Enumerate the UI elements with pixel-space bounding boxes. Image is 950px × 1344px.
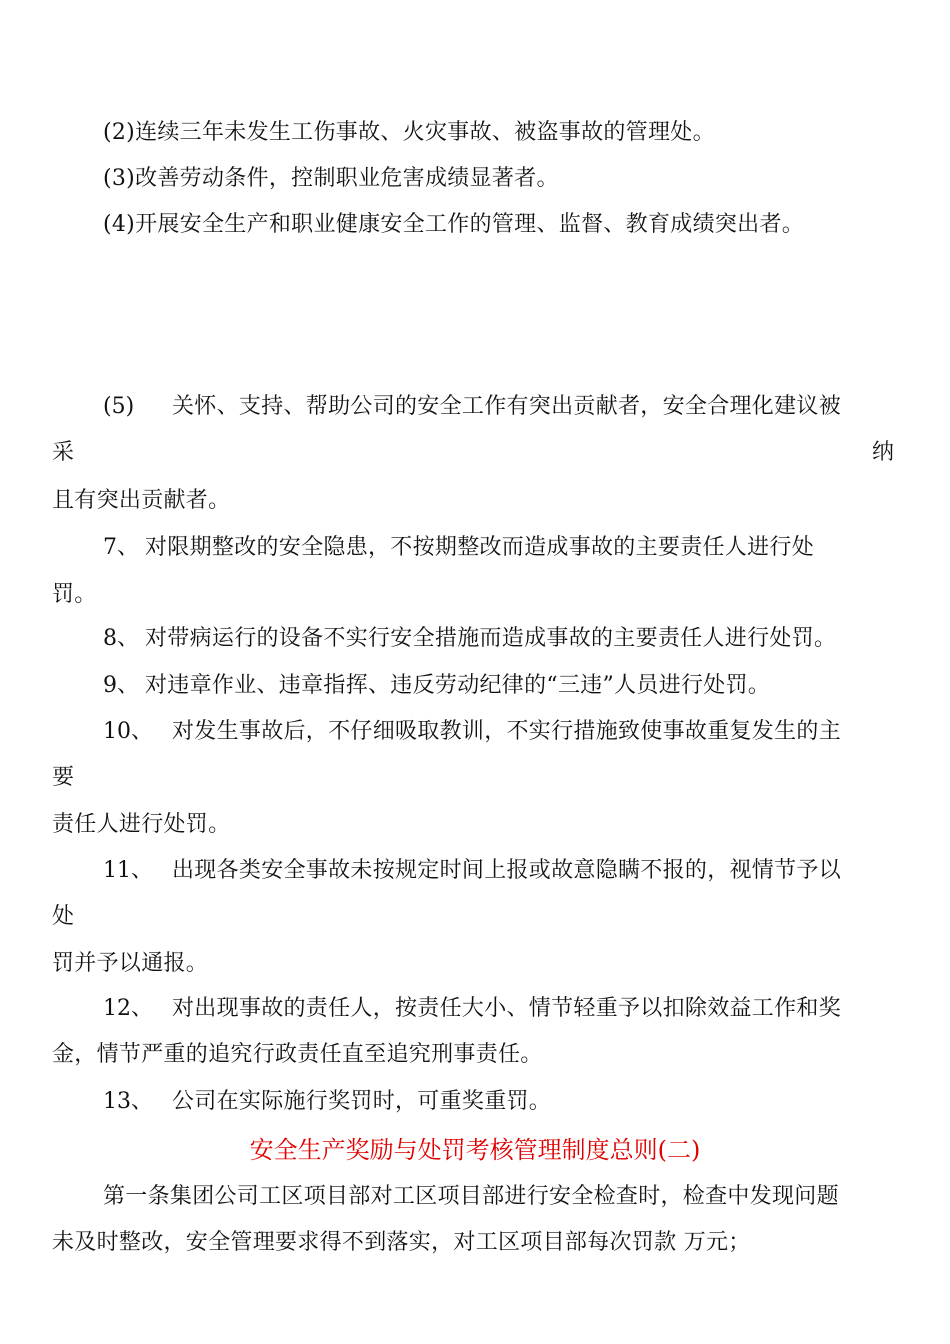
item-12-line-1: 对出现事故的责任人，按责任大小、情节轻重予以扣除效益工作和奖 [172, 996, 842, 1021]
section-title: 安全生产奖励与处罚考核管理制度总则(二) [249, 1136, 701, 1164]
item-10-line-3: 责任人进行处罚。 [52, 812, 231, 837]
item-11-number: 11、 [103, 858, 153, 883]
item-3: (3)改善劳动条件，控制职业危害成绩显著者。 [103, 166, 559, 191]
article-1-line-2: 未及时整改，安全管理要求得不到落实，对工区项目部每次罚款 万元； [52, 1230, 751, 1255]
item-13-number: 13、 [103, 1089, 153, 1114]
item-5-split-right: 纳 [872, 440, 895, 465]
item-9-line-1: 对违章作业、违章指挥、违反劳动纪律的“三违”人员进行处罚。 [145, 673, 771, 698]
item-8-line-1: 对带病运行的设备不实行安全措施而造成事故的主要责任人进行处罚。 [145, 626, 837, 651]
item-10-line-2: 要 [52, 765, 75, 790]
item-13-line-1: 公司在实际施行奖罚时，可重奖重罚。 [172, 1089, 552, 1114]
item-12-line-2: 金，情节严重的追究行政责任直至追究刑事责任。 [52, 1042, 543, 1067]
item-11-line-3: 罚并予以通报。 [52, 951, 209, 976]
item-5-line-1: 关怀、支持、帮助公司的安全工作有突出贡献者，安全合理化建议被 [172, 394, 842, 419]
item-11-line-2: 处 [52, 904, 75, 929]
item-2: (2)连续三年未发生工伤事故、火灾事故、被盗事故的管理处。 [103, 120, 715, 145]
item-12-number: 12、 [103, 996, 153, 1021]
item-5-line-3: 且有突出贡献者。 [52, 488, 231, 513]
item-4: (4)开展安全生产和职业健康安全工作的管理、监督、教育成绩突出者。 [103, 212, 805, 237]
item-10-number: 10、 [103, 719, 153, 744]
item-5-number: (5) [103, 394, 135, 419]
item-7-line-1: 对限期整改的安全隐患，不按期整改而造成事故的主要责任人进行处 [145, 535, 815, 560]
article-1-line-1: 第一条集团公司工区项目部对工区项目部进行安全检查时，检查中发现问题 [103, 1184, 839, 1209]
item-7-line-2: 罚。 [52, 582, 97, 607]
item-10-line-1: 对发生事故后，不仔细吸取教训，不实行措施致使事故重复发生的主 [172, 719, 842, 744]
item-7-number: 7、 [103, 535, 139, 560]
item-5-split-left: 采 [52, 440, 75, 465]
item-8-number: 8、 [103, 626, 139, 651]
item-9-number: 9、 [103, 673, 139, 698]
item-11-line-1: 出现各类安全事故未按规定时间上报或故意隐瞒不报的，视情节予以 [172, 858, 842, 883]
